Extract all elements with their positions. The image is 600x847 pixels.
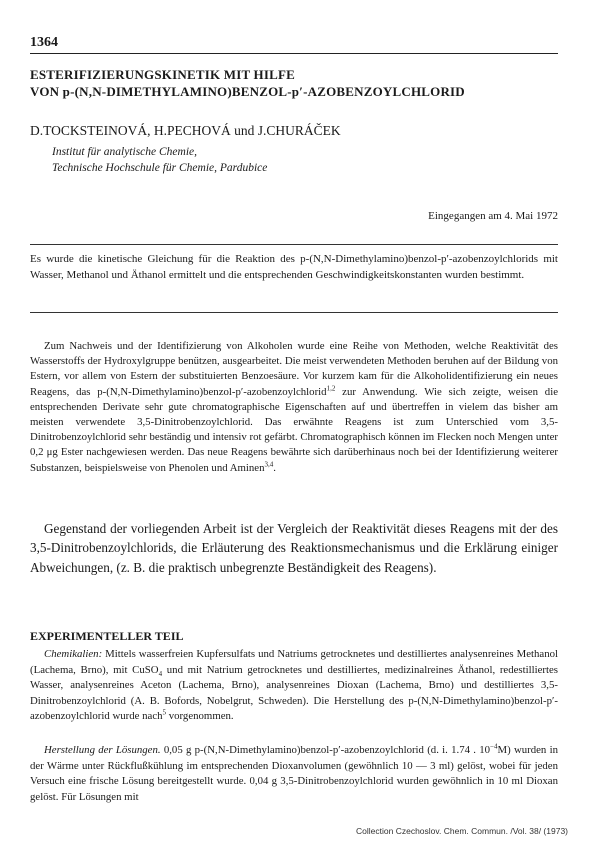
citation-1-2: 1,2 [326, 384, 336, 393]
page-number: 1364 [30, 35, 58, 50]
abstract-rule-bottom [30, 312, 558, 313]
abstract-rule-top [30, 244, 558, 245]
citation-3-4: 3,4 [264, 460, 274, 469]
authors: D.TOCKSTEINOVÁ, H.PECHOVÁ und J.CHURÁČEK [30, 123, 341, 138]
journal-footer: Collection Czechoslov. Chem. Commun. /Vol. 38/ (1973) [356, 826, 568, 836]
solutions-text-b: M) wurden in der Wärme unter Rückflußkühlung im entsprechenden Dioxanvolumen (gewöhnlich 10 — 3 ml) gelöst, wobei für jeden Versuch eine frische Lösung bereitgestellt wurde. 0,04 g 3,5-Dinitrobenzoylchlorid wurden gewöhnlich in 10 ml Dioxan gelöst. Für Lösungen mit [30, 744, 558, 803]
chemicals-text-a: Mittels wasserfreien Kupfersulfats und Natriums getrocknetes und destilliertes analysenreines Methanol (Lachema, Brno), mit CuSO [30, 648, 558, 676]
chemicals-label: Chemikalien: [44, 648, 103, 660]
received-date: Eingegangen am 4. Mai 1972 [428, 210, 558, 222]
chemicals-text-b: und mit Natrium getrocknetes und destilliertes, medizinalreines Äthanol, redestilliertes Wasser, analysenreines Aceton (Lachema, Brno), analysenreines Dioxan (Lachema, Brno) und destilliertes 3,5-Dinitrobenzoylchlorid (A. B. Bofords, Nobelgrut, Schweden). Die Herstellung des p-(N,N-Dimethylamino)benzol-p′-azobenzoylchlorid wurde nach [30, 663, 558, 722]
chemicals-paragraph [30, 647, 558, 725]
intro-text-p2: Gegenstand der vorliegenden Arbeit ist der Vergleich der Reaktivität dieses Reagens mit der des 3,5-Dinitrobenzoylchlorids, die Erläuterung des Reaktionsmechanismus und die Erklärung einiger Abweichungen, (z. B. die praktisch unbegrenzte Beständigkeit des Reagens). [30, 521, 558, 575]
cuso4-subscript: 4 [158, 669, 163, 678]
article-title-line-2: VON p-(N,N-DIMETHYLAMINO)BENZOL-p′-AZOBENZOYLCHLORID [30, 84, 465, 99]
intro-text-a: Zum Nachweis und der Identifizierung von Alkoholen wurde eine Reihe von Methoden, welche Reaktivität des Wasserstoffs der Hydroxylgruppe benützen, ausgearbeitet. Die meist verwendeten Methoden beruhen auf der Bildung von Estern, vor allem von Estern der substituierten Benzoesäure. Vor kurzem kam für die Alkoholidentifizierung ein neues Reagens, das p-(N,N-Dimethylamino)benzol-p′-azobenzoylchlorid [30, 340, 558, 398]
exponent: −4 [490, 742, 498, 751]
affiliation-line-2: Technische Hochschule für Chemie, Pardubice [52, 162, 268, 174]
article-title-line-1: ESTERIFIZIERUNGSKINETIK MIT HILFE [30, 67, 295, 82]
solutions-label: Herstellung der Lösungen. [44, 744, 161, 756]
solutions-text-a: 0,05 g p-(N,N-Dimethylamino)benzol-p′-azobenzoylchlorid (d. i. 1.74 . 10 [160, 744, 491, 756]
abstract: Es wurde die kinetische Gleichung für die Reaktion des p-(N,N-Dimethylamino)benzol-p′-azobenzoylchlorids mit Wasser, Methanol und Äthanol ermittelt und die entsprechenden Geschwindigkeitskonstanten wurden bestimmt. [30, 253, 558, 281]
intro-paragraph-2 [30, 519, 558, 577]
citation-5: 5 [162, 708, 167, 717]
affiliation-line-1: Institut für analytische Chemie, [52, 146, 198, 158]
solutions-paragraph [30, 743, 558, 805]
chemicals-text-c: vorgenommen. [166, 710, 234, 722]
intro-text-b: zur Anwendung. Wie sich zeigte, weisen die entsprechenden Derivate sehr gute chromatographische Eigenschaften auf und übertreffen in vielem das bisher am meisten verwendete 3,5-Dinitrobenzoylchlorid. Das erwähnte Reagens ist zum Unterschied vom 3,5-Dinitrobenzoylchlorid sehr beständig und intensiv rot gefärbt. Chromatographisch können im Flecken noch Mengen unter 0,2 μg Ester nachgewiesen werden. Das neue Reagens bewährte sich darüberhinaus noch bei der Identifizierung weiterer Substanzen, beispielsweise von Phenolen und Aminen [30, 385, 558, 474]
header-rule [30, 53, 558, 54]
section-heading: EXPERIMENTELLER TEIL [30, 629, 184, 643]
intro-paragraph-1: Zum Nachweis und der Identifizierung von Alkoholen wurde eine Reihe von Methoden, welche Reaktivität des Wasserstoffs der Hydroxylgruppe benützen, ausgearbeitet. Die meist verwendeten Methoden beruhen auf der Bildung von Estern, vor allem von Estern der substituierten Benzoesäure. Vor kurzem kam für die Alkoholidentifizierung ein neues Reagens, das p-(N,N-Dimethylamino)benzol-p′-azobenzoylchlorid$^{1,2}$ zur Anwendung. Wie sich zeigte, weisen die entsprechenden Derivate sehr gute chromatographische Eigenschaften auf und übertreffen in vielem das bisher am meisten verwendete 3,5-Dinitrobenzoylchlorid. Das erwähnte Reagens ist zum Unterschied vom 3,5-Dinitrobenzoylchlorid sehr beständig und intensiv rot gefärbt. Chromatographisch können im Flecken noch Mengen unter 0,2 μg Ester nachgewiesen werden. Das neue Reagens bewährte sich darüberhinaus noch bei der Identifizierung weiterer Substanzen, beispielsweise von Phenolen und Aminen$^{3,4}$. [30, 340, 558, 474]
